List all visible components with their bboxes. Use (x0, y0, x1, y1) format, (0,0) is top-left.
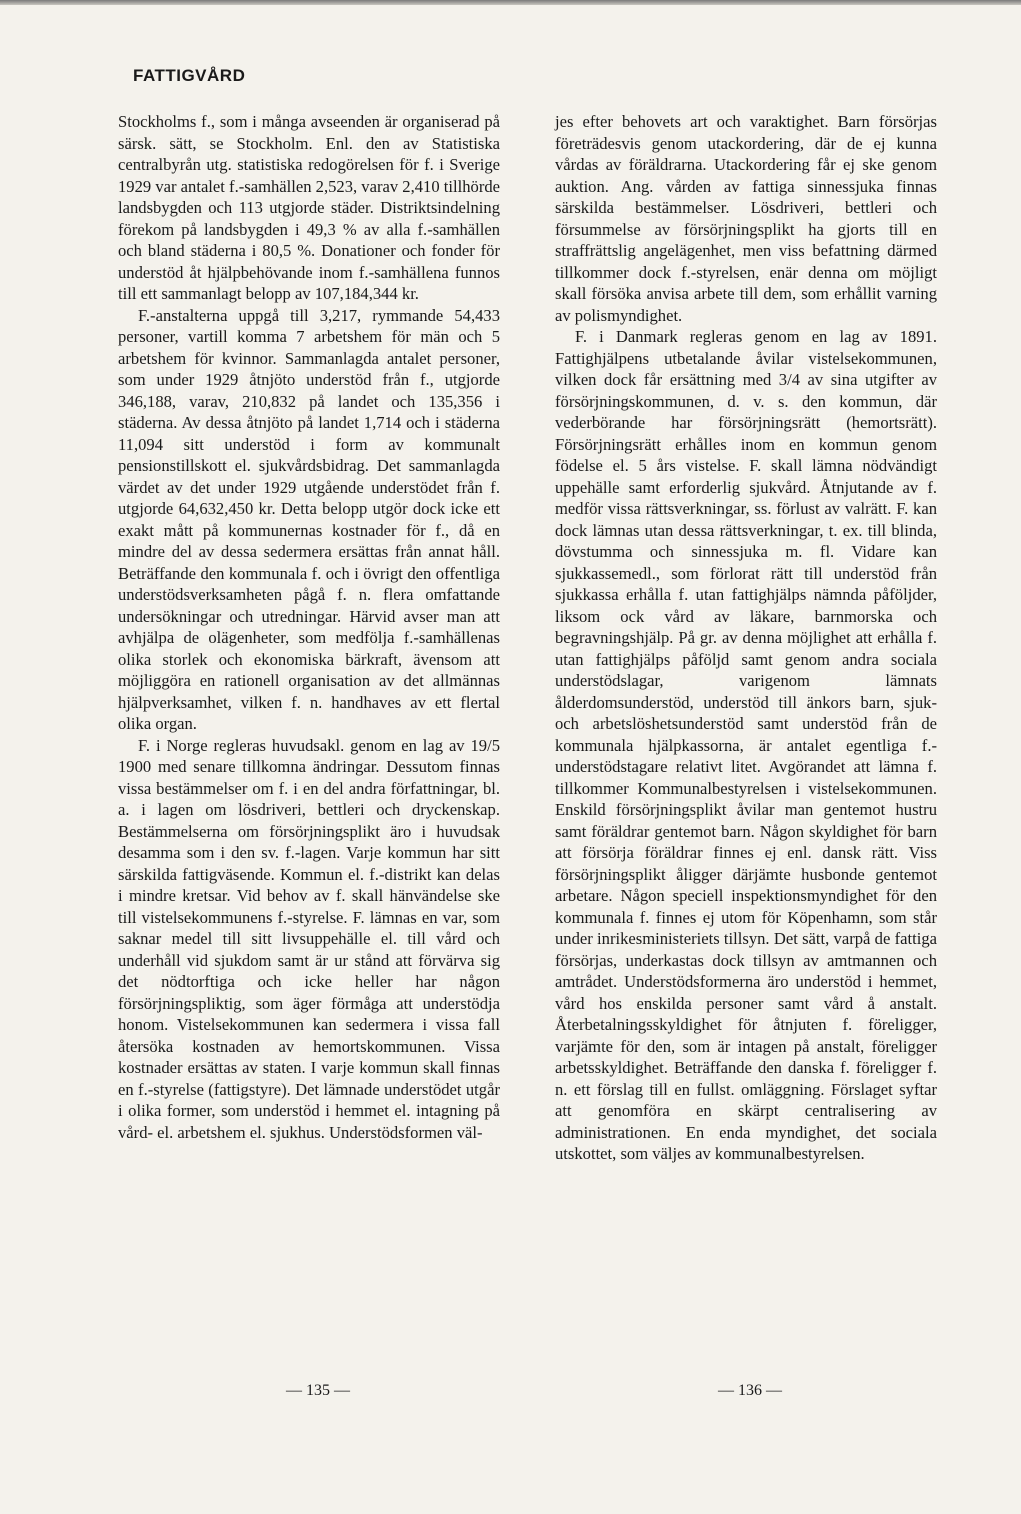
paragraph-stockholm: Stockholms f., som i många avseenden är organiserad på särsk. sätt, se Stockholm. Enl. den av Statistiska centralbyrån utg. statistiska redogörelsen för f. i Sverige 1929 var antalet f.-samhällen 2,523, varav 2,410 tillhörde landsbygden och 113 utgjorde städer. Distriktsindelning förekom på landsbygden i 49,3 % av alla f.-samhällen och bland städerna i 80,5 %. Donationer och fonder för understöd åt hjälpbehövande inom f.-samhällena funnos till ett sammanlagt belopp av 107,184,344 kr. (118, 112, 501, 303)
top-edge-rule (0, 0, 1021, 5)
paragraph-continuation: jes efter behovets art och varaktighet. Barn försörjas företrädesvis genom utackordering, där de ej kunna vårdas av föräldrarna. Utackordering får ej ske genom auktion. Ang. vården av fattiga sinnessjuka finnas särskilda bestämmelser. Lösdriveri, bettleri och försummelse av försörjningsplikt ha gjorts till en straffrättslig angelägenhet, men viss befattning därmed tillkommer dock f.-styrelsen, enär denna om möjligt skall försöka anvisa arbete till dem, som erhållit varning av polismyndighet. (555, 112, 937, 325)
running-head: FATTIGVÅRD (133, 66, 246, 85)
page-number-left: — 135 — (286, 1382, 350, 1399)
right-text-column (555, 111, 937, 1165)
left-text-column (118, 111, 500, 1143)
paragraph-anstalter: F.-anstalterna uppgå till 3,217, rymmande 54,433 personer, vartill komma 7 arbetshem för män och 5 arbetshem för kvinnor. Sammanlagda antalet personer, som under 1929 åtnjöto understöd från f., utgjorde 346,188, varav, 210,832 på landet och 135,356 i städerna. Av dessa åtnjöto på landet 1,714 och i städerna 11,094 sitt understöd i form av kommunalt pensionstillskott el. sjukvårdsbidrag. Det sammanlagda värdet av det under 1929 utgående understödet från f. utgjorde 64,632,450 kr. Detta belopp utgör dock icke ett exakt mått på kommunernas kostnader för f., då en mindre del av dessa sedermera ersättas från annat håll. Beträffande den kommunala f. och i övrigt den offentliga understödsverksamheten pågå f. n. flera omfattande undersökningar och utredningar. Härvid avser man att avhjälpa de olägenheter, som medfölja f.-samhällenas olika storlek och ekonomiska bärkraft, ävensom att möjliggöra en rationell organisation av det allmännas hjälpverksamhet, vilken f. n. handhaves av ett flertal olika organ. (118, 305, 500, 733)
paragraph-norge: F. i Norge regleras huvudsakl. genom en lag av 19/5 1900 med senare tillkomna ändringar. Dessutom finnas vissa bestämmelser om f. i en del andra författningar, bl. a. i lagen om lösdriveri, bettleri och dryckenskap. Bestämmelserna om försörjningsplikt äro i huvudsak desamma som i den sv. f.-lagen. Varje kommun har sitt särskilda fattigväsende. Kommun el. f.-distrikt kan delas i mindre kretsar. Vid behov av f. skall hänvändelse ske till vistelsekommunens f.-styrelse. F. lämnas en var, som saknar medel till sitt livsuppehälle el. till vård och underhåll vid sjukdom samt är ur stånd att förvärva sig det nödtorftiga och icke heller har någon försörjningspliktig, som äger förmåga att understödja honom. Vistelsekommunen kan sedermera i vissa fall återsöka kostnaden av hemortskommunen. Vissa kostnader ersättas av staten. I varje kommun skall finnas en f.-styrelse (fattigstyre). Det lämnade understödet utgår i olika former, som understöd i hemmet el. intagning på vård- el. arbetshem el. sjukhus. Understödsformen väl- (118, 735, 500, 1142)
page-number-right: — 136 — (718, 1382, 782, 1399)
paragraph-danmark: F. i Danmark regleras genom en lag av 1891. Fattighjälpens utbetalande åvilar vistelsekommunen, vilken dock får ersättning med 3/4 av sina utgifter av försörjningskommunen, d. v. s. den kommun, där vederbörande har försörjningsrätt (hemortsrätt). Försörjningsrätt erhålles inom en kommun genom födelse el. 5 års vistelse. F. skall lämna nödvändigt uppehälle samt erforderlig sjukvård. Åtnjutande av f. medför vissa rättsverkningar, ss. förlust av valrätt. F. kan dock lämnas utan dessa rättsverkningar, t. ex. till blinda, dövstumma och sinnessjuka m. fl. Vidare kan sjukkassemedl., som förlorat rätt till understöd från sjukkassa erhålla f. utan fattighjälps nämnda påföljder, liksom ock vård av läkare, barnmorska och begravningshjälp. På gr. av denna möjlighet att erhålla f. utan fattighjälps påföljd samt genom andra sociala understödslagar, varigenom lämnats ålderdomsunderstöd, understöd till änkors barn, sjuk- och arbetslöshetsunderstöd samt understöd från de kommunala hjälpkassorna, är antalet egentliga f.-understödstagare relativt litet. Avgörandet att lämna f. tillkommer Kommunalbestyrelsen i vistelsekommunen. Enskild försörjningsplikt åvilar man gentemot hustru samt föräldrar gentemot barn. Någon skyldighet för barn att försörja föräldrar finnes ej enl. dansk rätt. Viss försörjningsplikt åligger därjämte husbonde gentemot arbetare. Någon speciell inspektionsmyndighet för den kommunala f. finnes ej utom för Köpenhamn, som står under inrikesministeriets tillsyn. Det sätt, varpå de fattiga försörjas, underkastas dock tillsyn av amtmannen och amtrådet. Understödsformerna äro understöd i hemmet, vård hos enskilda personer samt vård å anstalt. Återbetalningsskyldighet för åtnjuten f. föreligger, varjämte för den, som är intagen på anstalt, föreligger arbetsskyldighet. Beträffande den danska f. föreligger f. n. ett förslag till en fullst. omläggning. Förslaget syftar att genomföra en skärpt centralisering av administrationen. En enda myndighet, det sociala utskottet, som väljes av kommunalbestyrelsen. (555, 327, 937, 1163)
